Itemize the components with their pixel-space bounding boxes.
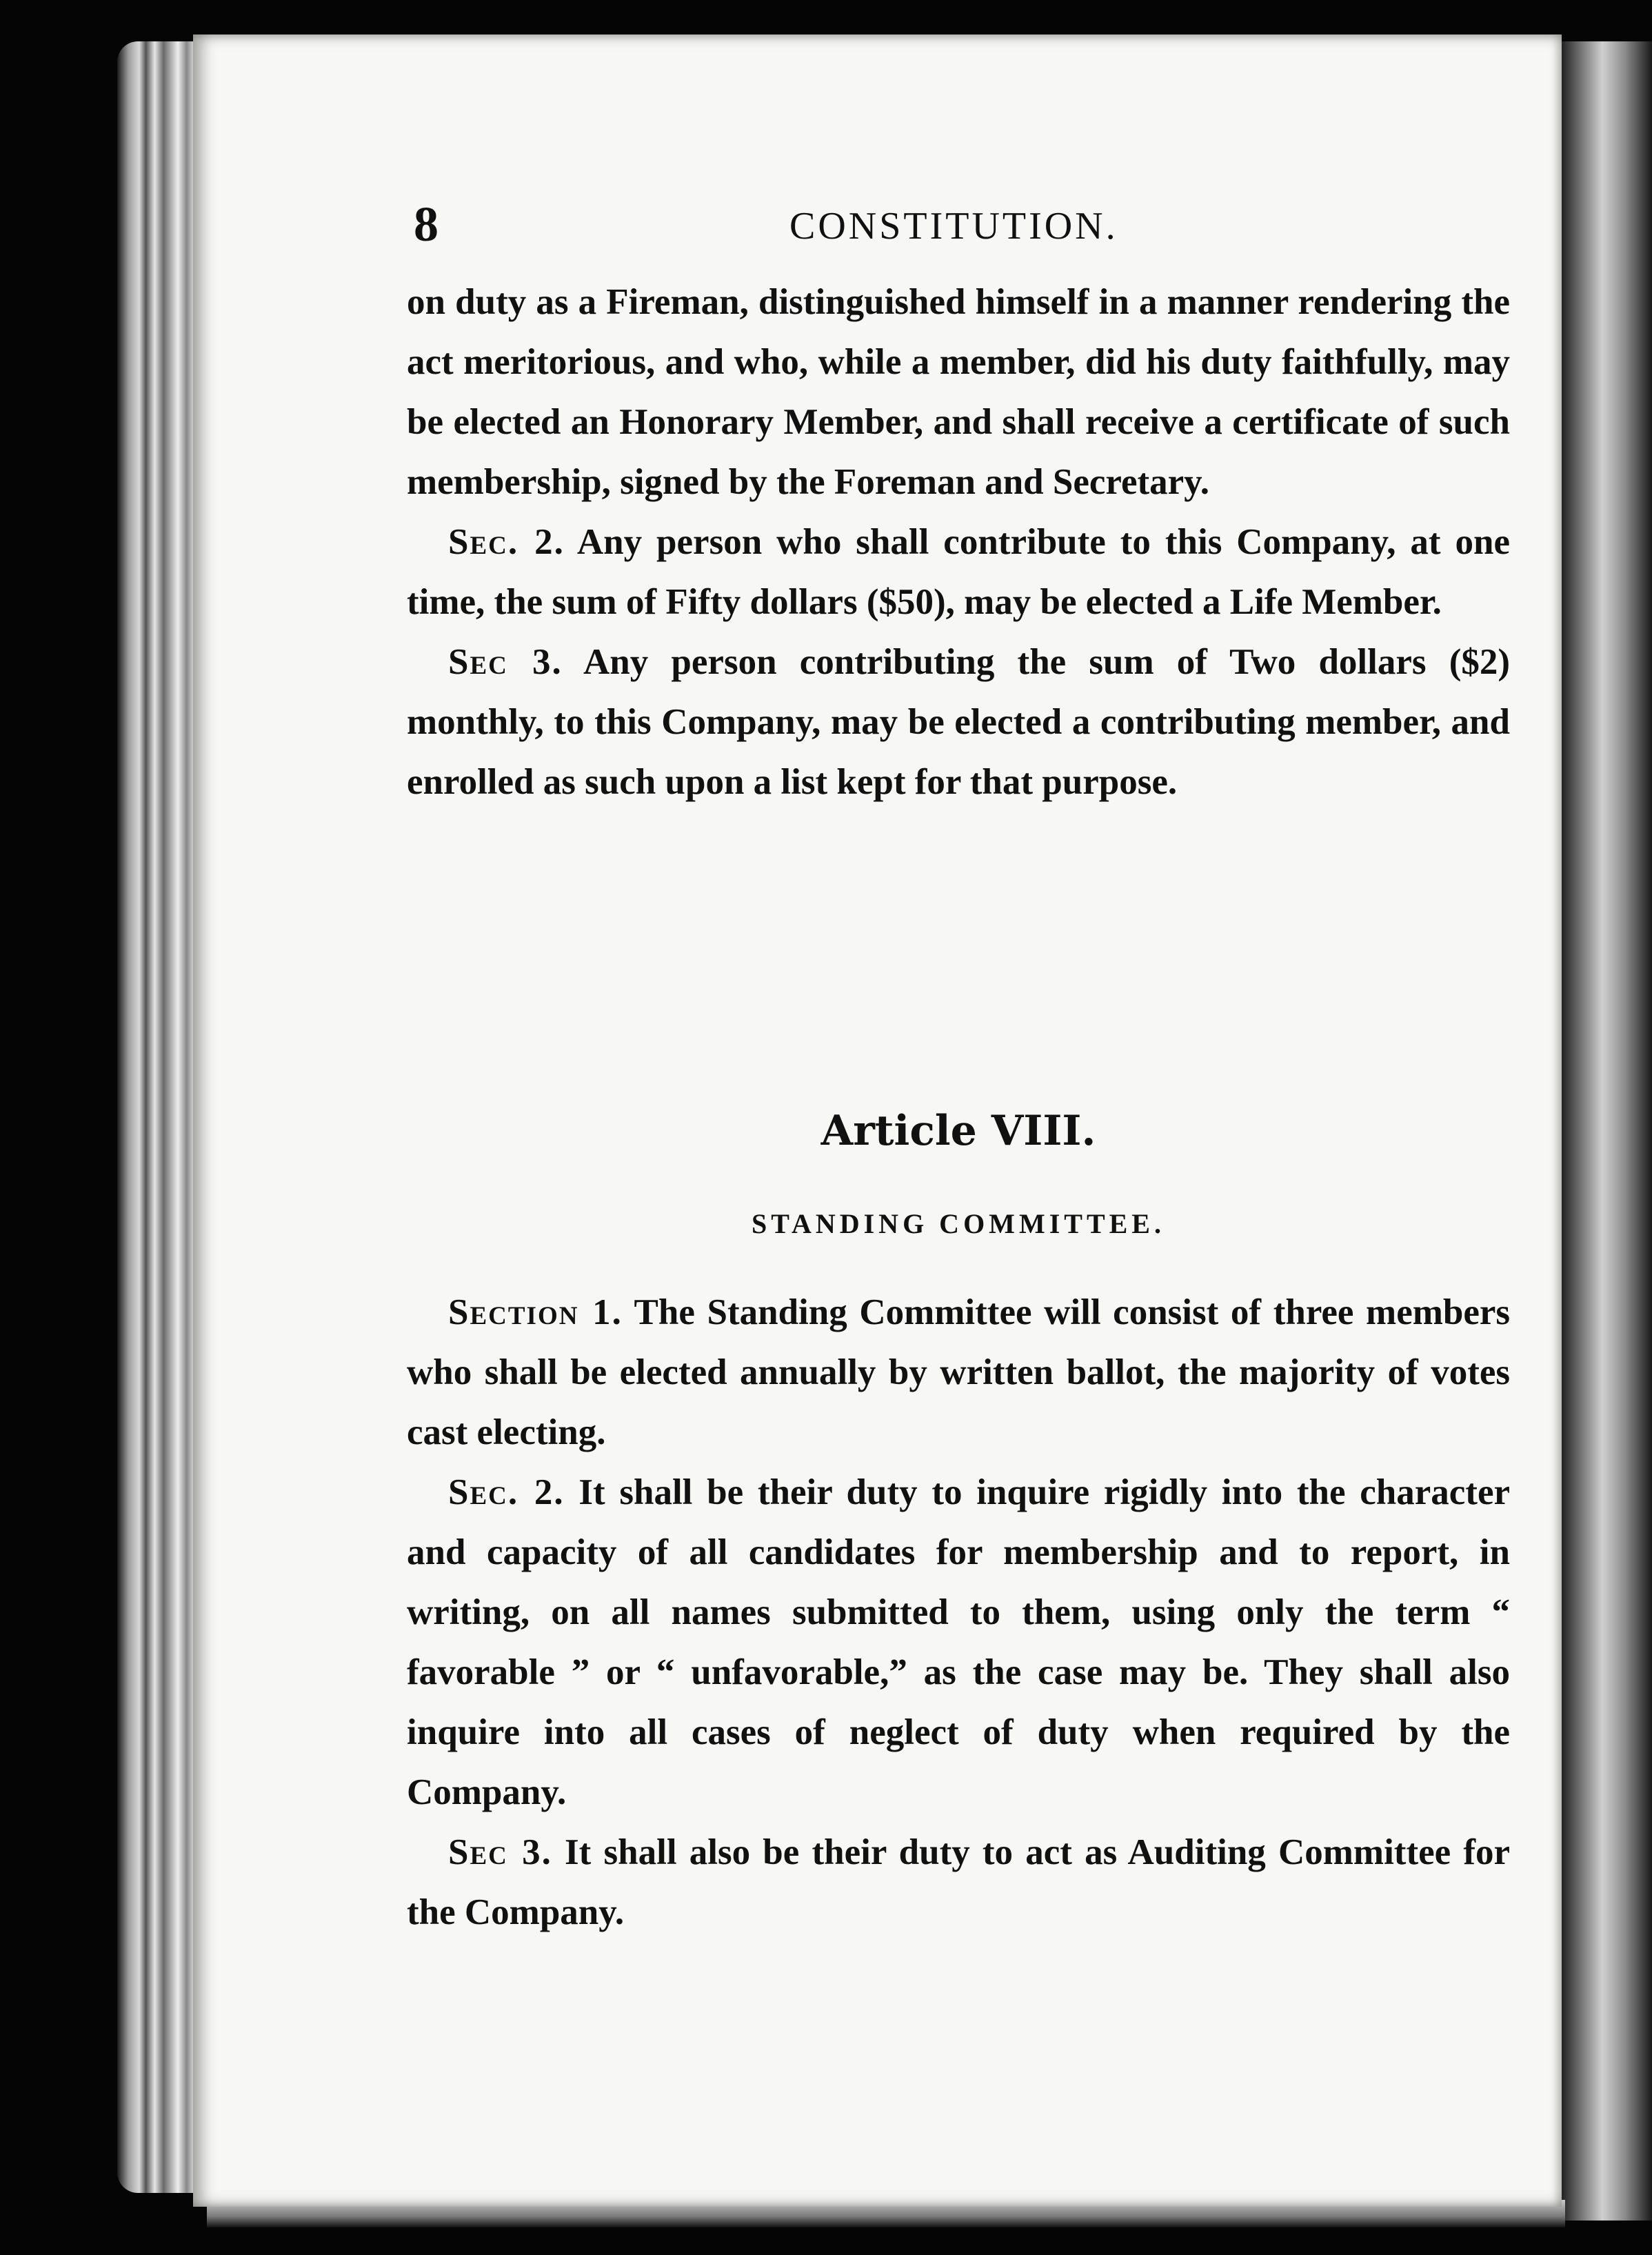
section-label: Sec. 2. (448, 522, 565, 562)
page-number: 8 (414, 197, 439, 252)
section-label: Sec. 2. (448, 1472, 565, 1512)
running-head (414, 197, 1517, 252)
section-label: Sec 3. (448, 642, 563, 682)
article-viii-sec-3 (407, 1823, 1510, 1943)
article-viii-section-1 (407, 1283, 1510, 1463)
article-vii-sec-2 (407, 512, 1510, 632)
continuation-paragraph: on duty as a Fireman, distinguished himself in a manner rendering the act meritorious, and who, while a member, did his duty faithfully, may be elected an Honorary Member, and shall receive a certificate of such membership, signed by the Foreman and Secretary. (407, 282, 1510, 502)
book-right-edge (1562, 41, 1652, 2221)
section-label: Section 1. (448, 1292, 623, 1332)
section-label: Sec 3. (448, 1832, 552, 1872)
section-text: It shall be their duty to inquire rigidly into the character and capacity of all candidates for membership and to report, in writing, on all names submitted to them, using only the term “ favorable ” or “ unfavorable,” as the case may be. They shall also inquire into all cases of neglect of duty when required by the Company. (407, 1472, 1511, 1812)
article-title: Article VIII. (820, 1107, 1096, 1155)
article-subtitle: STANDING COMMITTEE. (752, 1208, 1165, 1239)
section-text: The Standing Committee will consist of three members who shall be elected annually by written ballot, the majority of votes cast electing. (407, 1292, 1511, 1452)
section-text: It shall also be their duty to act as Auditing Committee for the Company. (407, 1832, 1511, 1932)
section-text: Any person contributing the sum of Two dollars ($2) monthly, to this Company, may be elected a contributing member, and enrolled as such upon a list kept for that purpose. (407, 642, 1510, 802)
article-vii-sec-3 (407, 632, 1510, 812)
article-viii-sec-2 (407, 1463, 1510, 1823)
running-title: CONSTITUTION. (789, 205, 1118, 248)
article-viii-text-block (407, 1283, 1510, 1943)
section-text: Any person who shall contribute to this Company, at one time, the sum of Fifty dollars ($50), may be elected a Life Member. (407, 522, 1511, 622)
upper-text-block (407, 272, 1510, 812)
